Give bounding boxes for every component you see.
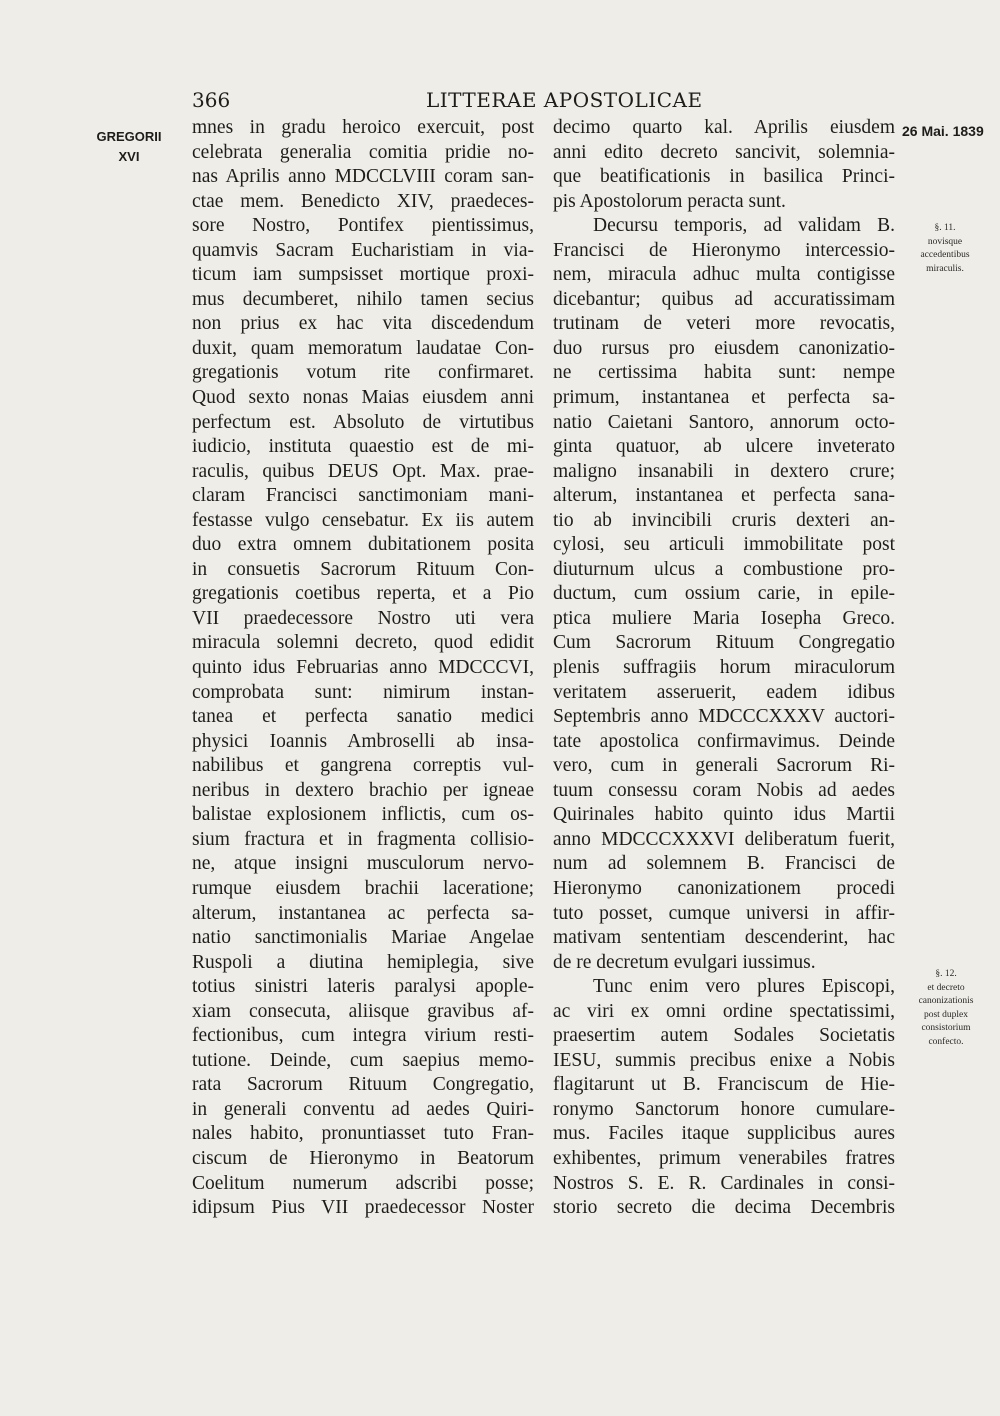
text-line: quinto idus Februarias anno MDCCCVI, [192, 657, 534, 679]
text-line: in consuetis Sacrorum Rituum Con- [192, 558, 534, 580]
text-line: ciscum de Hieronymo in Beatorum [192, 1147, 534, 1169]
text-line: ptica muliere Maria Iosepha Greco. [553, 607, 895, 629]
text-line: alterum, instantanea et perfecta sana- [553, 485, 895, 507]
text-line: sore Nostro, Pontifex pientissimus, [192, 215, 534, 237]
text-line: anni edito decreto sancivit, solemnia- [553, 141, 895, 163]
text-line: plenis suffragiis horum miraculorum [553, 657, 895, 679]
text-line: maligno insanabili in dextero crure; [553, 460, 895, 482]
text-line: mus. Faciles itaque supplicibus aures [553, 1123, 895, 1145]
text-line: ac viri ex omni ordine spectatissimi, [553, 1000, 895, 1022]
text-line: praesertim autem Sodales Societatis [553, 1025, 895, 1047]
text-line: festasse vulgo censebatur. Ex iis autem [192, 509, 534, 531]
text-line: ne, atque insigni musculorum nervo- [192, 853, 534, 875]
note-line: §. 12. [935, 969, 957, 979]
text-line: dicebantur; quibus ad accuratissimam [553, 288, 895, 310]
text-line: num ad solemnem B. Francisci de [553, 853, 895, 875]
text-line: ctae mem. Benedicto XIV, praedeces- [192, 190, 534, 212]
text-line: trutinam de veteri more revocatis, [553, 313, 895, 335]
text-line: sium fractura et in fragmenta collisio- [192, 828, 534, 850]
margin-note-11 [904, 222, 986, 276]
text-line: non prius ex hac vita discedendum [192, 313, 534, 335]
note-line: §. 11. [934, 223, 956, 233]
page-number: 366 [192, 88, 231, 112]
text-line: flagitarunt ut B. Franciscum de Hie- [553, 1074, 895, 1096]
text-line: tuto posset, cumque universi in affir- [553, 902, 895, 924]
text-line: Cum Sacrorum Rituum Congregatio [553, 632, 895, 654]
text-line: miracula solemni decreto, quod edidit [192, 632, 534, 654]
note-line: canonizationis [918, 996, 974, 1006]
text-line: ronymo Sanctorum honore cumulare- [553, 1098, 895, 1120]
text-line: duxit, quam memoratum laudatae Con- [192, 337, 534, 359]
text-line: idipsum Pius VII praedecessor Noster [192, 1197, 534, 1219]
note-line: novisque [927, 236, 963, 247]
note-line: consistorium [921, 1023, 971, 1033]
text-line: xiam consecuta, aliisque gravibus af- [192, 1000, 534, 1022]
text-line: alterum, instantanea ac perfecta sa- [192, 902, 534, 924]
text-line: IESU, summis precibus enixe a Nobis [553, 1049, 895, 1071]
text-line: rata Sacrorum Rituum Congregatio, [192, 1074, 534, 1096]
text-line: primum, instantanea et perfecta sa- [553, 387, 895, 409]
text-line: vero, cum in generali Sacrorum Ri- [553, 755, 895, 777]
margin-note-12 [904, 968, 988, 1049]
text-line: natio Caietani Santoro, annorum octo- [553, 411, 895, 433]
pope-name-line-1: GREGORII [96, 129, 162, 144]
text-line: Tunc enim vero plures Episcopi, [593, 976, 895, 998]
text-line: perfectum est. Absoluto de virtutibus [192, 411, 534, 433]
pope-name-line-2: XVI [118, 149, 140, 164]
text-line: nabilibus et gangrena correptis vul- [192, 755, 534, 777]
text-line: nales habito, pronuntiasset tuto Fran- [192, 1123, 534, 1145]
text-line: que beatificationis in basilica Princi- [553, 166, 895, 188]
text-line: neribus in dextero brachio per igneae [192, 779, 534, 801]
text-line: ginta quatuor, ab ulcere inveterato [553, 436, 895, 458]
text-line: fectionibus, cum integra virium resti- [192, 1025, 534, 1047]
right-text-column [553, 116, 895, 1221]
text-line: Quirinales habito quinto idus Martii [553, 804, 895, 826]
text-line: Francisci de Hieronymo intercessio- [553, 239, 895, 261]
text-line: ticum iam sumpsisset mortique proxi- [192, 264, 534, 286]
text-line: ne certissima habita sunt: nempe [553, 362, 895, 384]
text-line: pis Apostolorum peracta sunt. [553, 190, 786, 212]
text-line: gregationis coetibus reperta, et a Pio [192, 583, 534, 605]
text-line: tio ab invincibili cruris dexteri an- [553, 509, 895, 531]
text-line: nem, miracula adhuc multa contigisse [553, 264, 895, 286]
text-line: ductum, cum ossium carie, in epile- [553, 583, 895, 605]
text-line: totius sinistri lateris paralysi apople- [192, 976, 534, 998]
text-line: rumque eiusdem brachii laceratione; [192, 877, 534, 899]
text-line: balistae explosionem inflictis, cum os- [192, 804, 534, 826]
text-line: celebrata generalia comitia pridie no- [192, 141, 534, 163]
text-line: gregationis votum rite confirmaret. [192, 362, 534, 384]
text-line: physici Ioannis Ambroselli ab insa- [192, 730, 534, 752]
text-line: Septembris anno MDCCCXXXV auctori- [553, 706, 895, 728]
text-line: natio sanctimonialis Mariae Angelae [192, 927, 534, 949]
left-text-column [192, 116, 534, 1221]
text-line: diuturnum ulcus a combustione pro- [553, 558, 895, 580]
text-line: mus decumberet, nihilo tamen secius [192, 288, 534, 310]
note-line: et decreto [927, 982, 965, 993]
text-line: storio secreto die decima Decembris [553, 1197, 895, 1219]
text-line: tanea et perfecta sanatio medici [192, 706, 534, 728]
running-title: LITTERAE APOSTOLICAE [426, 88, 703, 112]
text-line: tate apostolica confirmavimus. Deinde [553, 730, 895, 752]
text-line: exhibentes, primum venerabiles fratres [553, 1147, 895, 1169]
text-line: tutione. Deinde, cum saepius memo- [192, 1049, 534, 1071]
note-line: accedentibus [920, 250, 970, 260]
text-line: de re decretum evulgari iussimus. [553, 951, 816, 973]
text-line: Coelitum numerum adscribi posse; [192, 1172, 534, 1194]
text-line: tuum consessu coram Nobis ad aedes [553, 779, 895, 801]
text-line: in generali conventu ad aedes Quiri- [192, 1098, 534, 1120]
text-line: duo rursus pro eiusdem canonizatio- [553, 337, 895, 359]
text-line: iudicio, instituta quaestio est de mi- [192, 436, 534, 458]
note-line: post duplex [923, 1009, 969, 1020]
text-line: comprobata sunt: nimirum instan- [192, 681, 534, 703]
text-line: mnes in gradu heroico exercuit, post [192, 117, 534, 138]
text-line: Nostros S. E. R. Cardinales in consi- [553, 1172, 895, 1194]
text-line: duo extra omnem dubitationem posita [192, 534, 534, 556]
text-line: Quod sexto nonas Maias eiusdem anni [192, 387, 534, 409]
note-line: miraculis. [926, 263, 964, 274]
text-line: VII praedecessore Nostro uti vera [192, 607, 534, 629]
text-line: Decursu temporis, ad validam B. [593, 215, 895, 237]
text-line: nas Aprilis anno MDCCLVIII coram san- [192, 166, 534, 188]
text-line: mativam sententiam descenderint, hac [553, 927, 895, 949]
note-line: confecto. [928, 1036, 964, 1047]
text-line: quamvis Sacram Eucharistiam in via- [192, 239, 534, 261]
text-line: raculis, quibus DEUS Opt. Max. prae- [192, 460, 534, 482]
date-margin: 26 Mai. 1839 [902, 123, 984, 139]
text-line: veritatem asseruerit, eadem idibus [553, 681, 895, 703]
text-line: cylosi, seu articuli immobilitate post [553, 534, 895, 556]
text-line: decimo quarto kal. Aprilis eiusdem [553, 117, 895, 138]
pope-name-margin [84, 127, 174, 167]
text-line: Ruspoli a diutina hemiplegia, sive [192, 951, 534, 973]
text-line: Hieronymo canonizationem procedi [553, 877, 895, 899]
text-line: claram Francisci sanctimoniam mani- [192, 485, 534, 507]
text-line: anno MDCCCXXXVI deliberatum fuerit, [553, 828, 895, 850]
